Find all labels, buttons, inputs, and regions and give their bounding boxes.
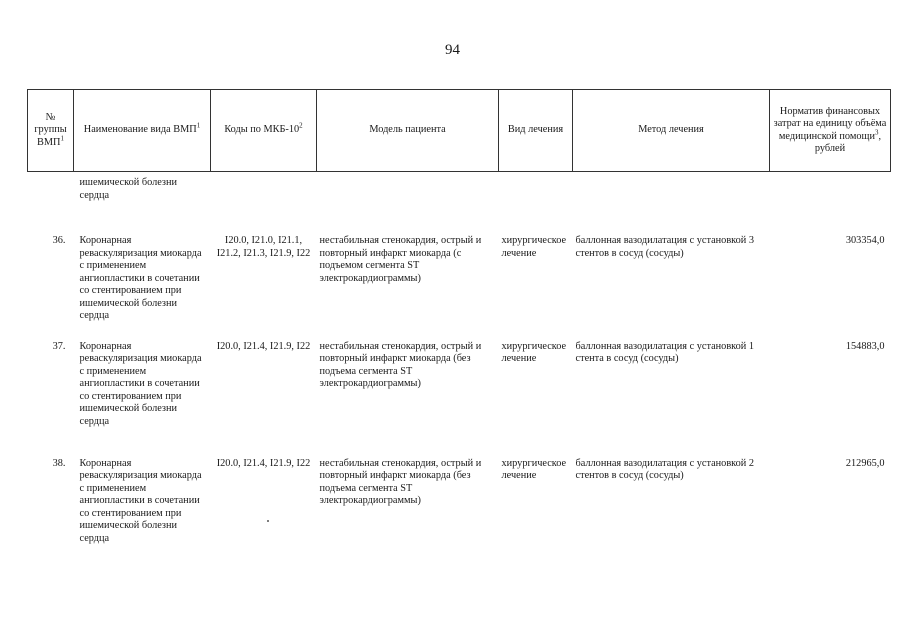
cell-codes: I20.0, I21.4, I21.9, I22 (216, 340, 311, 352)
cell-codes: I20.0, I21.0, I21.1, I21.2, I21.3, I21.9, I22 (216, 235, 311, 259)
page-number: 94 (445, 42, 460, 58)
header-cost-norm: Норматив финансовых затрат на единицу объёма медицинской помощи$^3$, рублей (770, 90, 891, 172)
cell-model: нестабильная стенокардия, острый и повторный инфаркт миокарда (без подъема сегмента ST электрокардиограммы) (319, 340, 482, 389)
cell-cost: 154883,0 (845, 340, 885, 352)
scan-speck (267, 520, 269, 522)
cell-model: нестабильная стенокардия, острый и повторный инфаркт миокарда (с подъемом сегмента ST электрокардиограммы) (319, 235, 482, 284)
cell-model: нестабильная стенокардия, острый и повторный инфаркт миокарда (без подъема сегмента ST электрокардиограммы) (319, 457, 482, 506)
cell-name: Коронарная реваскуляризация миокарда с применением ангиопластики в сочетании со стентированием при ишемической болезни сердца (79, 340, 202, 427)
header-treatment-type: Вид лечения (499, 90, 573, 172)
cell-method: баллонная вазодилатация с установкой 1 стента в сосуд (сосуды) (575, 340, 755, 364)
cell-name: Коронарная реваскуляризация миокарда с применением ангиопластики в сочетании со стентированием при ишемической болезни сердца (79, 457, 202, 544)
cell-method: баллонная вазодилатация с установкой 3 стентов в сосуд (сосуды) (575, 235, 755, 259)
header-vmp-name: Наименование вида ВМП$^1$ (74, 90, 211, 172)
cell-treatment: хирургическое лечение (501, 340, 567, 364)
table-row-continuation (28, 172, 891, 203)
header-treatment-method: Метод лечения (573, 90, 770, 172)
cell-name: ишемической болезни сердца (79, 177, 177, 201)
table-row (28, 446, 891, 554)
vmp-table (27, 89, 891, 554)
cell-num (28, 172, 74, 203)
cell-cost: 212965,0 (845, 457, 885, 469)
cell-num: 38. (52, 457, 66, 469)
cell-method: баллонная вазодилатация с установкой 2 стентов в сосуд (сосуды) (575, 457, 755, 481)
header-icd-codes: Коды по МКБ-$10^2$ (211, 90, 317, 172)
cell-cost: 303354,0 (845, 235, 885, 246)
header-group-number: № группы ВМП$^1$ (28, 90, 74, 172)
header-patient-model: Модель пациента (317, 90, 499, 172)
table-row (28, 202, 891, 323)
vmp-table-container (27, 89, 890, 554)
cell-num: 36. (52, 235, 66, 246)
cell-num: 37. (52, 340, 66, 352)
table-row (28, 323, 891, 446)
cell-name: Коронарная реваскуляризация миокарда с применением ангиопластики в сочетании со стентированием при ишемической болезни сердца (79, 235, 202, 321)
cell-codes: I20.0, I21.4, I21.9, I22 (216, 457, 311, 469)
cell-treatment: хирургическое лечение (501, 457, 567, 481)
table-header-row (28, 90, 891, 172)
cell-treatment: хирургическое лечение (501, 235, 567, 259)
